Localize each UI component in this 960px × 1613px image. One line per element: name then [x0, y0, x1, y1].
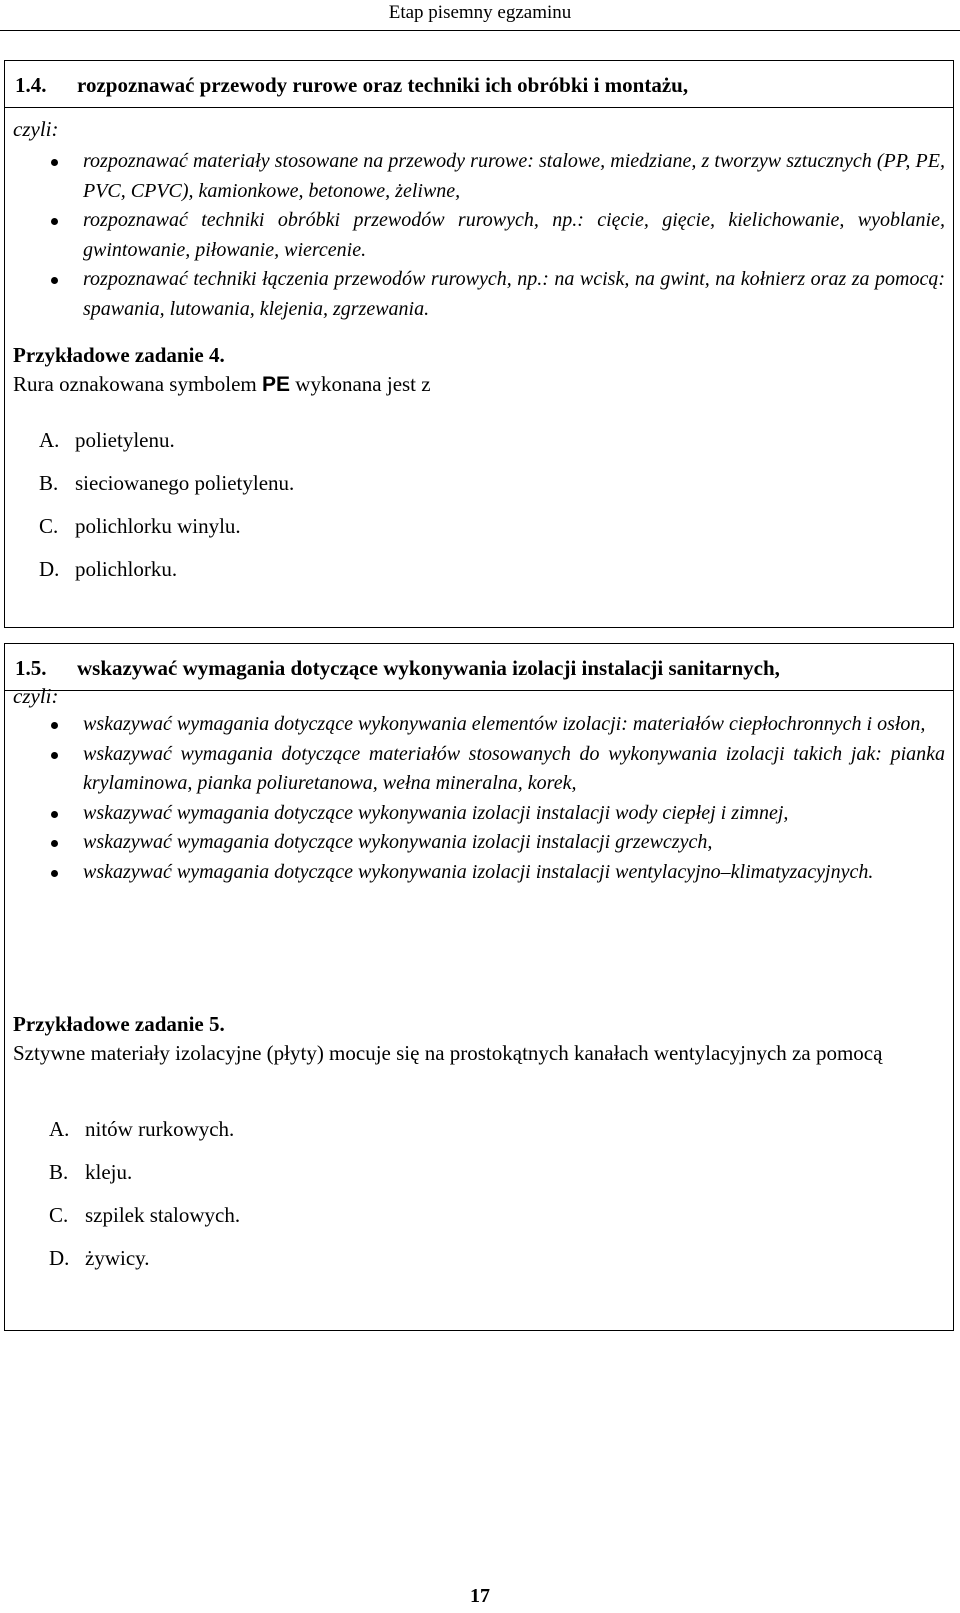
requirement-text: wskazywać wymagania dotyczące wykonywania izolacji instalacji wody ciepłej i zimnej,	[83, 801, 789, 824]
task-title: Przykładowe zadanie 4.	[13, 343, 225, 367]
bullet-icon	[51, 811, 58, 818]
answers-list	[39, 425, 294, 597]
answer-option-a	[39, 425, 294, 468]
section-title-text: wskazywać wymagania dotyczące wykonywania izolacji instalacji sanitarnych,	[77, 656, 780, 680]
section-number: 1.4.	[15, 73, 47, 97]
bullet-icon	[51, 870, 58, 877]
answer-option-d	[39, 554, 294, 597]
answer-text: szpilek stalowych.	[85, 1203, 241, 1227]
requirement-item	[5, 740, 953, 799]
answer-option-b	[49, 1157, 240, 1200]
answer-text: polietylenu.	[75, 428, 175, 452]
answer-letter: B.	[39, 471, 59, 495]
answer-option-a	[49, 1114, 240, 1157]
bullet-icon	[51, 218, 58, 225]
answer-text: sieciowanego polietylenu.	[75, 471, 295, 495]
page-header	[0, 0, 960, 31]
czyli-label: czyli:	[13, 117, 59, 141]
answer-text: polichlorku winylu.	[75, 514, 241, 538]
answer-option-c	[49, 1200, 240, 1243]
requirement-text: wskazywać wymagania dotyczące wykonywania izolacji instalacji wentylacyjno–klimatyzacyjnych.	[83, 860, 874, 883]
header-title: Etap pisemny egzaminu	[388, 2, 572, 23]
requirement-item	[5, 858, 953, 888]
task-question	[13, 369, 945, 400]
answer-option-d	[49, 1243, 240, 1286]
answer-letter: A.	[39, 428, 60, 452]
answer-text: nitów rurkowych.	[85, 1117, 235, 1141]
requirement-text: rozpoznawać techniki łączenia przewodów rurowych, np.: na wcisk, na gwint, na kołnierz oraz za pomocą: spawania, lutowania, klejenia, zgrzewania.	[83, 268, 945, 320]
section-number: 1.5.	[15, 656, 47, 680]
requirement-item	[5, 799, 953, 829]
question-text-end: wykonana jest z	[290, 372, 431, 396]
requirement-item	[5, 147, 953, 206]
answer-letter: A.	[49, 1117, 70, 1141]
requirements-list	[5, 710, 953, 887]
question-text: Rura oznakowana symbolem	[13, 372, 263, 396]
section-1-4-box	[4, 60, 954, 628]
requirement-item	[5, 710, 953, 740]
answer-text: kleju.	[85, 1160, 133, 1184]
bullet-icon	[51, 752, 58, 759]
requirement-item	[5, 206, 953, 265]
answer-text: żywicy.	[85, 1246, 150, 1270]
answer-option-c	[39, 511, 294, 554]
answers-list	[49, 1114, 240, 1286]
section-1-5-title-row	[5, 644, 953, 691]
section-1-5-box	[4, 643, 954, 1331]
answer-letter: D.	[49, 1246, 70, 1270]
answer-option-b	[39, 468, 294, 511]
bullet-icon	[51, 840, 58, 847]
answer-letter: D.	[39, 557, 60, 581]
answer-letter: C.	[39, 514, 59, 538]
bullet-icon	[51, 722, 58, 729]
pe-symbol: PE	[262, 373, 291, 396]
requirement-text: wskazywać wymagania dotyczące materiałów stosowanych do wykonywania izolacji takich jak: pianka krylaminowa, pianka poliuretanowa, wełna mineralna, korek,	[83, 742, 945, 794]
section-1-5-title	[15, 656, 780, 681]
requirement-text: wskazywać wymagania dotyczące wykonywania elementów izolacji: materiałów ciepłochronnych i osłon,	[83, 713, 926, 735]
czyli-label: czyli:	[13, 684, 59, 708]
section-1-4-title	[15, 73, 688, 98]
requirement-text: wskazywać wymagania dotyczące wykonywania izolacji instalacji grzewczych,	[83, 831, 713, 853]
requirement-text: rozpoznawać techniki obróbki przewodów rurowych, np.: cięcie, gięcie, kielichowanie, wyoblanie, gwintowanie, piłowanie, wiercenie.	[83, 209, 945, 261]
task-question: Sztywne materiały izolacyjne (płyty) mocuje się na prostokątnych kanałach wentylacyjnych za pomocą	[13, 1041, 883, 1065]
answer-letter: B.	[49, 1160, 69, 1184]
section-title-text: rozpoznawać przewody rurowe oraz techniki ich obróbki i montażu,	[77, 73, 689, 97]
bullet-icon	[51, 159, 58, 166]
bullet-icon	[51, 277, 58, 284]
requirement-item	[5, 828, 953, 858]
requirement-text: rozpoznawać materiały stosowane na przewody rurowe: stalowe, miedziane, z tworzyw sztucznych (PP, PE, PVC, CPVC), kamionkowe, betonowe, żeliwne,	[83, 150, 945, 202]
answer-text: polichlorku.	[75, 557, 178, 581]
answer-letter: C.	[49, 1203, 69, 1227]
requirements-list	[5, 147, 953, 324]
page-number: 17	[470, 1585, 490, 1607]
task-title: Przykładowe zadanie 5.	[13, 1012, 225, 1036]
requirement-item	[5, 265, 953, 324]
section-1-4-title-row	[5, 61, 953, 108]
